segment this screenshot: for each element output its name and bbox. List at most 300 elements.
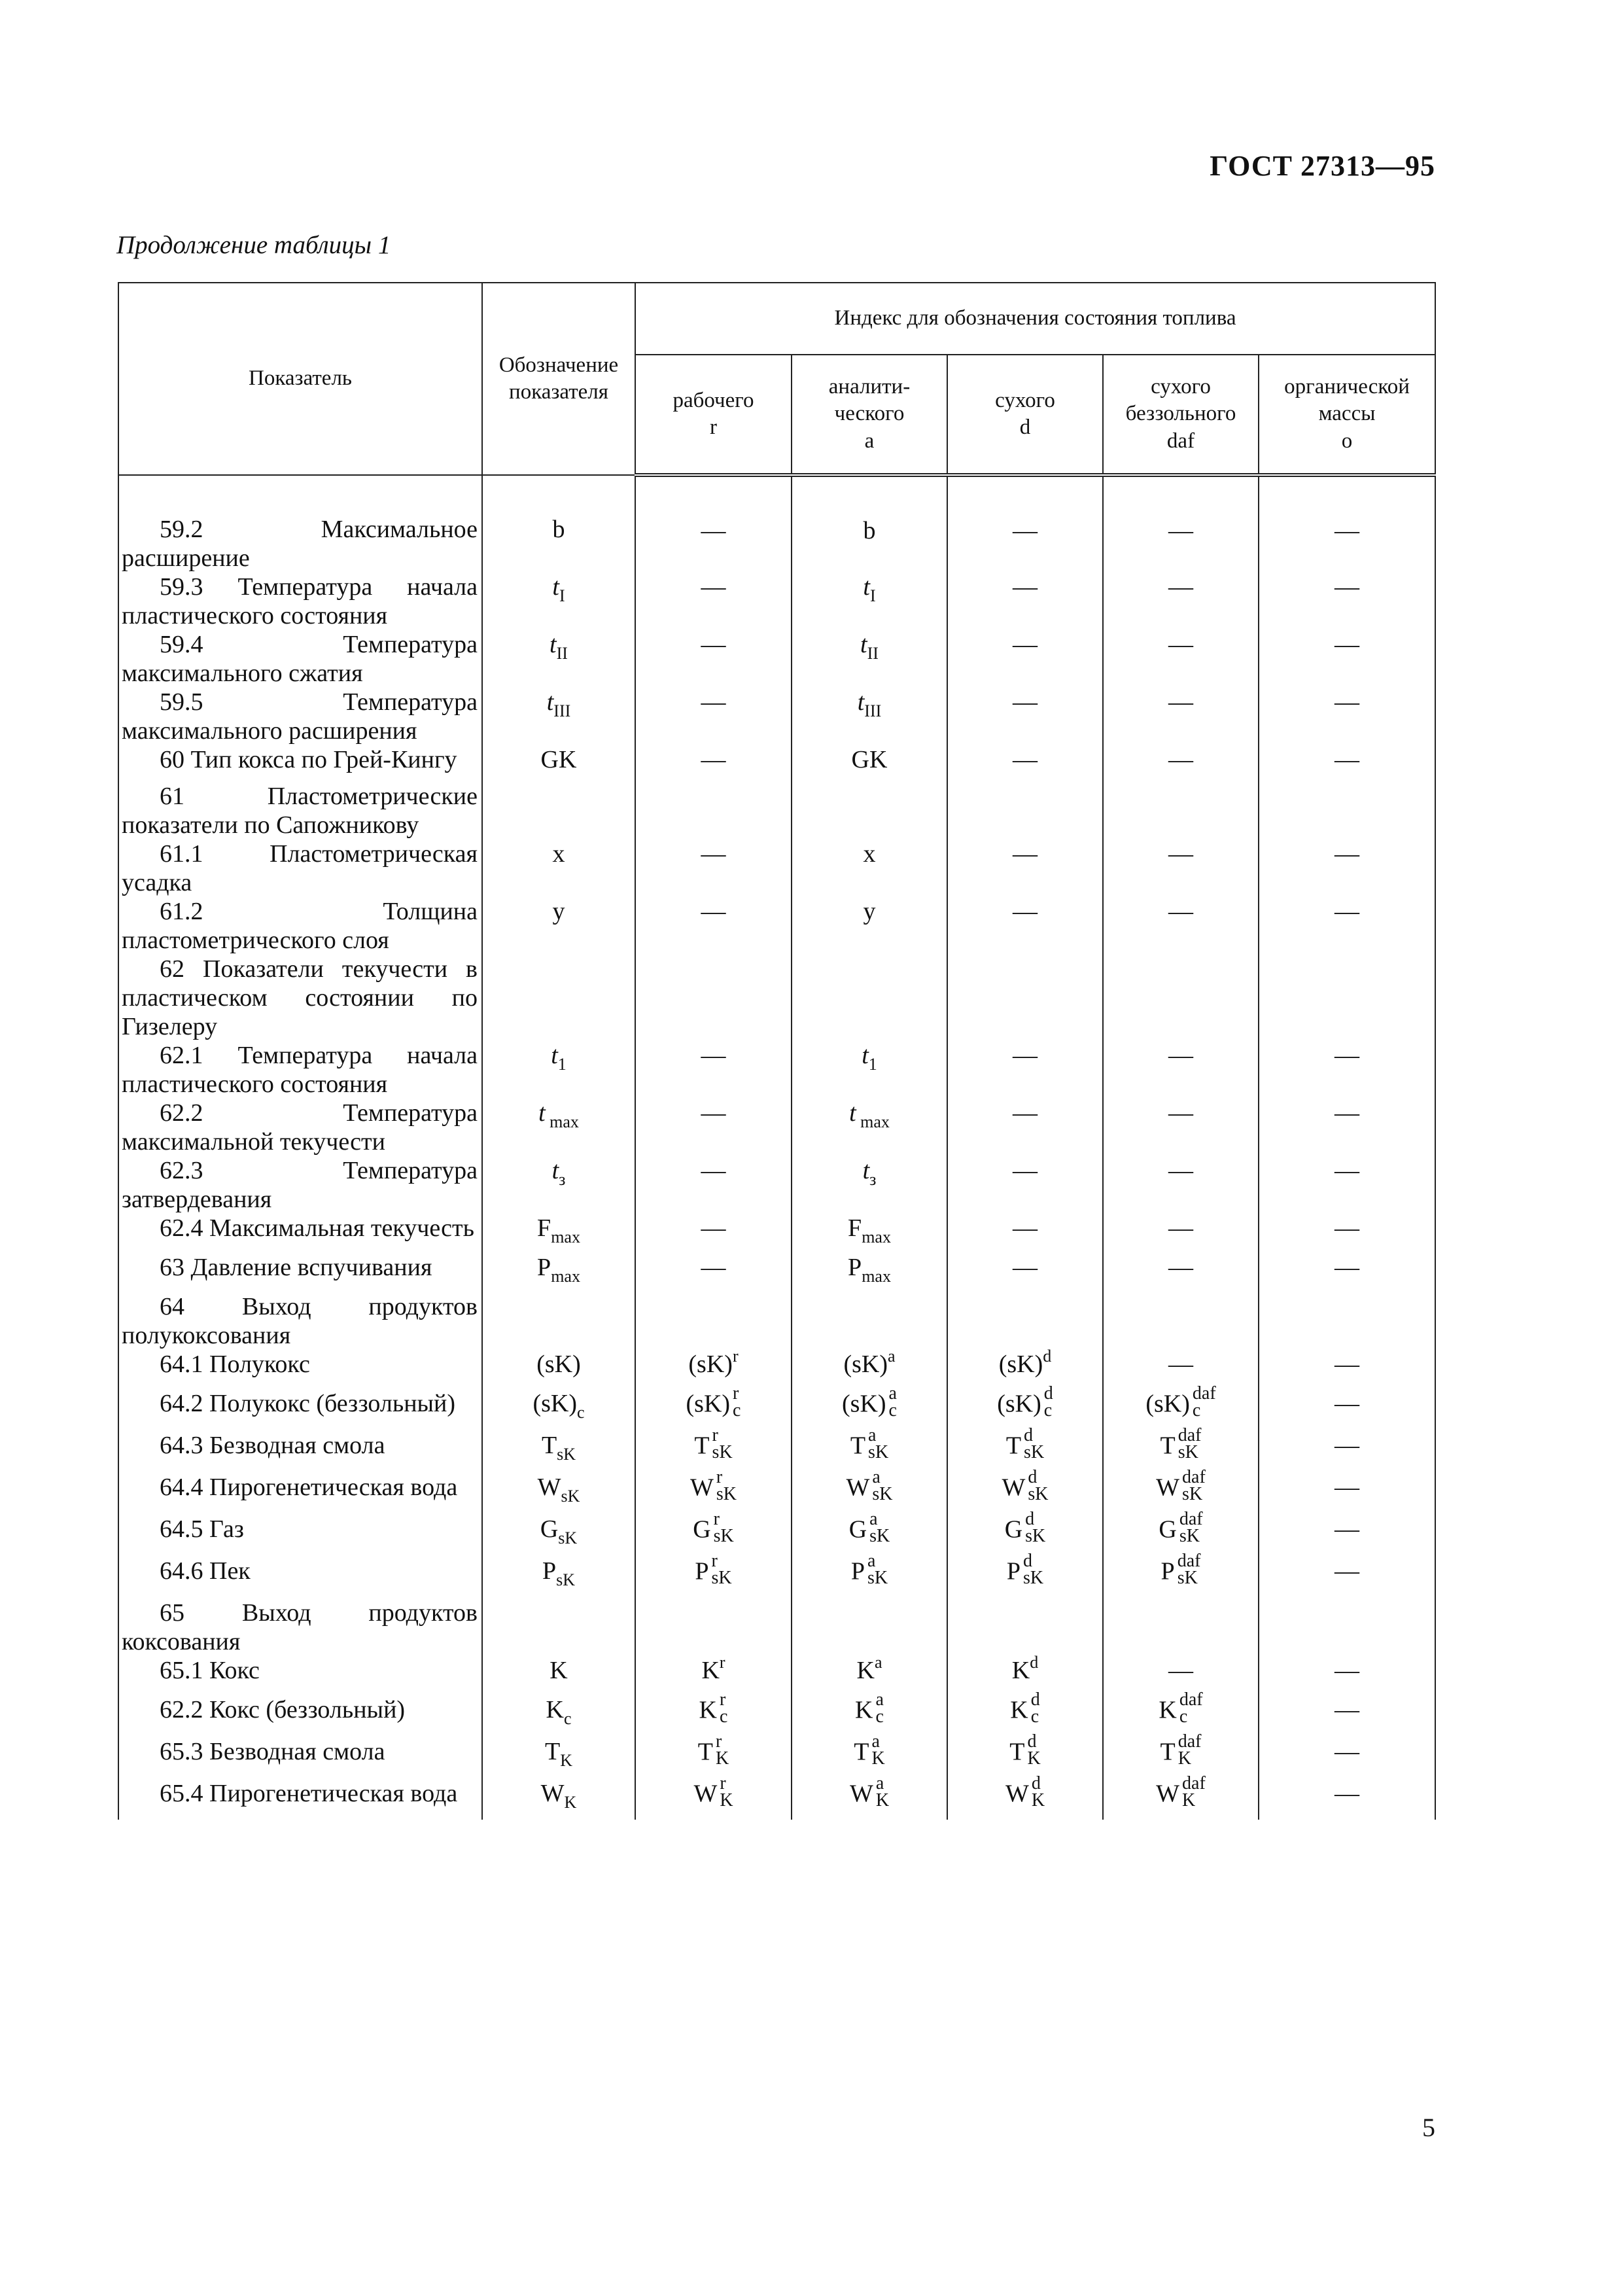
- symbol-base: —: [701, 840, 726, 868]
- symbol-base: W: [846, 1474, 870, 1502]
- document-code: ГОСТ 27313—95: [1210, 150, 1435, 182]
- index-cell: [947, 745, 1103, 782]
- symbol-superscript: r: [712, 1425, 718, 1445]
- symbol-subscript: c: [1043, 1400, 1053, 1421]
- symbol-base: P: [850, 1557, 865, 1585]
- symbol-index-stack: [872, 1469, 892, 1503]
- index-cell: [1103, 475, 1259, 573]
- symbol-base: —: [1335, 1432, 1360, 1459]
- symbol-index-stack: [1182, 1469, 1206, 1503]
- index-cell: [1103, 1214, 1259, 1253]
- symbol-subscript: K: [560, 1751, 572, 1770]
- symbol-superscript: d: [1027, 1731, 1037, 1752]
- row-label: 64.4 Пирогенетическая вода: [118, 1473, 482, 1515]
- symbol-index-stack: [1182, 1775, 1206, 1809]
- index-cell: [1259, 688, 1435, 745]
- symbol-base: —: [1335, 1390, 1360, 1417]
- symbol-cell: [482, 630, 635, 688]
- symbol-base: W: [693, 1780, 718, 1808]
- symbol-subscript: sK: [716, 1484, 737, 1504]
- symbol-subscript: sK: [1024, 1442, 1045, 1462]
- symbol-base: —: [1013, 573, 1038, 601]
- index-cell: [1103, 573, 1259, 630]
- symbol-base: —: [1335, 1474, 1360, 1501]
- symbol-base: —: [1168, 898, 1193, 925]
- table-row: [118, 782, 1435, 839]
- symbol-base: P: [1006, 1557, 1021, 1585]
- symbol-base: (sK): [998, 1351, 1043, 1378]
- table-row: [118, 1350, 1435, 1389]
- state-name: сухого беззольного: [1125, 375, 1236, 426]
- symbol-cell: [482, 782, 635, 839]
- index-cell: [1103, 1425, 1259, 1473]
- table-row: [118, 1695, 1435, 1737]
- index-cell: [947, 955, 1103, 1041]
- symbol-base: (sK): [536, 1351, 581, 1378]
- symbol-base: t: [538, 1099, 546, 1127]
- symbol-base: K: [550, 1657, 568, 1684]
- index-cell: [1259, 1041, 1435, 1099]
- table-row: [118, 1041, 1435, 1099]
- symbol-superscript: daf: [1177, 1551, 1201, 1571]
- symbol-base: K: [1010, 1696, 1028, 1724]
- symbol-base: —: [1168, 573, 1193, 601]
- symbol-cell: [482, 1431, 635, 1473]
- row-label: 63 Давление вспучивания: [118, 1253, 482, 1292]
- symbol-index-stack: [1178, 1733, 1202, 1767]
- symbol-cell: [482, 1737, 635, 1779]
- symbol-subscript: I: [869, 586, 876, 605]
- symbol-index-stack: [1028, 1469, 1048, 1503]
- table-row: [118, 897, 1435, 955]
- index-cell: [1259, 1515, 1435, 1557]
- symbol-subscript: K: [1031, 1790, 1045, 1810]
- index-cell: [947, 1653, 1103, 1695]
- row-label: 61.2 Толщина пластометрического слоя: [118, 897, 482, 955]
- symbol-superscript: daf: [1178, 1425, 1202, 1445]
- symbol-superscript: a: [868, 1425, 877, 1445]
- symbol-base: x: [552, 840, 565, 868]
- index-cell: [635, 1214, 792, 1253]
- symbol-cell: [482, 475, 635, 573]
- index-cell: [635, 475, 792, 573]
- symbol-index-stack: [716, 1733, 729, 1767]
- row-label: 62.1 Температура начала пластического состояния: [118, 1041, 482, 1099]
- index-cell: [1103, 1156, 1259, 1214]
- index-cell: [1103, 1731, 1259, 1779]
- symbol-index-stack: [1179, 1691, 1203, 1725]
- symbol-cell: [482, 1214, 635, 1253]
- index-cell: [635, 1425, 792, 1473]
- symbol-base: W: [690, 1474, 714, 1502]
- symbol-cell: [482, 1779, 635, 1820]
- index-cell: [1103, 897, 1259, 955]
- index-cell: [635, 897, 792, 955]
- index-cell: [635, 1598, 792, 1656]
- symbol-base: —: [1013, 1214, 1038, 1242]
- index-cell: [1103, 1253, 1259, 1292]
- index-cell: [1259, 955, 1435, 1041]
- symbol-index-stack: [876, 1775, 889, 1809]
- symbol-superscript: a: [875, 1689, 884, 1710]
- index-cell: [947, 839, 1103, 897]
- index-cell: [635, 782, 792, 839]
- symbol-base: G: [540, 1515, 559, 1543]
- symbol-base: —: [1013, 898, 1038, 925]
- symbol-superscript: daf: [1182, 1467, 1206, 1487]
- index-cell: [947, 1347, 1103, 1389]
- header-state-o: [1259, 355, 1435, 475]
- symbol-base: —: [1335, 1780, 1360, 1807]
- symbol-cell: [482, 1557, 635, 1598]
- symbol-base: GK: [540, 746, 577, 773]
- symbol-index-stack: [1193, 1385, 1216, 1419]
- symbol-base: x: [863, 840, 876, 868]
- symbol-subscript: max: [862, 1267, 891, 1286]
- symbol-base: T: [1009, 1738, 1025, 1766]
- row-label: 65.3 Безводная смола: [118, 1737, 482, 1779]
- symbol-base: b: [863, 517, 876, 544]
- index-cell: [1259, 782, 1435, 839]
- symbol-base: —: [1335, 1738, 1360, 1765]
- symbol-superscript: daf: [1182, 1773, 1206, 1793]
- symbol-base: —: [1335, 688, 1360, 716]
- table-row: [118, 839, 1435, 897]
- state-code: o: [1341, 429, 1353, 453]
- symbol-base: —: [701, 573, 726, 601]
- symbol-index-stack: [712, 1427, 733, 1461]
- symbol-cell: [482, 839, 635, 897]
- index-cell: [1103, 745, 1259, 782]
- symbol-cell: [482, 1515, 635, 1557]
- index-cell: [635, 1099, 792, 1156]
- index-cell: [947, 688, 1103, 745]
- index-cell: [1259, 839, 1435, 897]
- index-cell: [792, 1598, 947, 1656]
- symbol-base: —: [1168, 1157, 1193, 1184]
- symbol-index-stack: [869, 1511, 890, 1545]
- symbol-superscript: r: [715, 1731, 722, 1752]
- index-cell: [947, 1425, 1103, 1473]
- symbol-subscript: sK: [557, 1445, 576, 1464]
- symbol-index-stack: [1024, 1427, 1044, 1461]
- index-cell: [792, 1731, 947, 1779]
- row-label: 60 Тип кокса по Грей-Кингу: [118, 745, 482, 782]
- symbol-superscript: d: [1030, 1689, 1040, 1710]
- symbol-superscript: r: [719, 1653, 725, 1672]
- index-cell: [1259, 1253, 1435, 1292]
- symbol-base: —: [1335, 1657, 1360, 1684]
- state-code: r: [710, 415, 717, 439]
- row-label: 62 Показатели текучести в пластическом состоянии по Гизелеру: [118, 955, 482, 1041]
- symbol-base: —: [1013, 840, 1038, 868]
- symbol-base: —: [701, 517, 726, 544]
- table-row: [118, 1598, 1435, 1656]
- index-cell: [635, 955, 792, 1041]
- symbol-base: (sK): [686, 1390, 731, 1418]
- index-cell: [1259, 1695, 1435, 1737]
- symbol-subscript: K: [1027, 1748, 1041, 1769]
- index-cell: [1103, 1292, 1259, 1350]
- symbol-base: —: [1335, 840, 1360, 868]
- symbol-superscript: a: [869, 1509, 878, 1529]
- symbol-subscript: c: [563, 1709, 572, 1728]
- symbol-base: —: [1168, 688, 1193, 716]
- symbol-base: (sK): [688, 1351, 733, 1378]
- symbol-base: K: [701, 1657, 720, 1684]
- symbol-base: t: [860, 631, 867, 658]
- index-cell: [1103, 1598, 1259, 1656]
- symbol-subscript: K: [1178, 1748, 1191, 1769]
- index-cell: [947, 1551, 1103, 1598]
- symbol-base: T: [697, 1738, 713, 1766]
- symbol-cell: [482, 1473, 635, 1515]
- symbol-base: —: [1335, 631, 1360, 658]
- index-cell: [1103, 1099, 1259, 1156]
- index-cell: [635, 1156, 792, 1214]
- symbol-index-stack: [1025, 1511, 1045, 1545]
- symbol-index-stack: [1044, 1385, 1053, 1419]
- index-cell: [792, 1253, 947, 1292]
- symbol-base: —: [1168, 517, 1193, 544]
- symbol-subscript: sK: [712, 1442, 733, 1462]
- index-cell: [635, 1551, 792, 1598]
- symbol-base: (sK): [843, 1351, 888, 1378]
- row-label: 59.3 Температура начала пластического состояния: [118, 573, 482, 630]
- symbol-base: —: [1168, 1214, 1193, 1242]
- symbol-superscript: daf: [1192, 1383, 1216, 1404]
- index-cell: [792, 745, 947, 782]
- index-cell: [947, 1253, 1103, 1292]
- symbol-base: —: [701, 1157, 726, 1184]
- symbol-superscript: a: [888, 1383, 897, 1404]
- table-row: [118, 1156, 1435, 1214]
- symbol-base: T: [1160, 1432, 1176, 1460]
- index-cell: [1103, 955, 1259, 1041]
- symbol-superscript: r: [716, 1467, 723, 1487]
- index-cell: [947, 782, 1103, 839]
- symbol-subscript: sK: [1178, 1442, 1198, 1462]
- index-cell: [635, 745, 792, 782]
- index-cell: [635, 1292, 792, 1350]
- symbol-cell: [482, 897, 635, 955]
- index-cell: [1259, 1598, 1435, 1656]
- symbol-superscript: a: [888, 1347, 896, 1366]
- symbol-base: —: [1335, 1157, 1360, 1184]
- row-label: 59.4 Температура максимального сжатия: [118, 630, 482, 688]
- index-cell: [792, 1292, 947, 1350]
- symbol-subscript: sK: [1182, 1484, 1203, 1504]
- symbol-base: y: [552, 898, 565, 925]
- symbol-base: t: [863, 573, 870, 601]
- symbol-base: —: [1168, 1657, 1193, 1684]
- symbol-subscript: sK: [713, 1526, 734, 1546]
- symbol-base: t: [551, 1042, 558, 1069]
- symbol-superscript: r: [720, 1773, 726, 1793]
- symbol-base: T: [854, 1738, 869, 1766]
- index-cell: [1103, 630, 1259, 688]
- symbol-base: W: [1002, 1474, 1026, 1502]
- index-cell: [792, 1425, 947, 1473]
- symbol-index-stack: [868, 1427, 888, 1461]
- symbol-base: K: [546, 1696, 564, 1723]
- index-cell: [1103, 688, 1259, 745]
- symbol-base: —: [1335, 1254, 1360, 1281]
- symbol-subscript: max: [545, 1112, 579, 1131]
- symbol-subscript: III: [864, 701, 882, 720]
- header-index-group: Индекс для обозначения состояния топлива: [635, 283, 1435, 355]
- symbol-subscript: sK: [561, 1487, 580, 1506]
- symbol-index-stack: [871, 1733, 884, 1767]
- symbol-base: —: [1335, 746, 1360, 773]
- symbol-subscript: sK: [869, 1526, 890, 1546]
- index-cell: [1259, 1737, 1435, 1779]
- symbol-base: —: [1013, 517, 1038, 544]
- symbol-cell: [482, 688, 635, 745]
- index-cell: [792, 897, 947, 955]
- header-state-d: [947, 355, 1103, 475]
- symbol-superscript: r: [733, 1383, 739, 1404]
- symbol-subscript: max: [862, 1227, 891, 1246]
- symbol-base: —: [701, 631, 726, 658]
- row-label: 59.5 Температура максимального расширения: [118, 688, 482, 745]
- symbol-superscript: r: [732, 1347, 739, 1366]
- index-cell: [792, 475, 947, 573]
- index-cell: [635, 1689, 792, 1737]
- row-label: 64 Выход продуктов полукоксования: [118, 1292, 482, 1350]
- symbol-base: (sK): [1145, 1390, 1190, 1418]
- symbol-subscript: I: [559, 586, 565, 605]
- index-cell: [947, 1731, 1103, 1779]
- index-cell: [1103, 1041, 1259, 1099]
- page-number: 5: [1422, 2113, 1435, 2142]
- symbol-subscript: c: [1192, 1400, 1201, 1421]
- symbol-cell: [482, 1695, 635, 1737]
- symbol-index-stack: [1178, 1553, 1201, 1587]
- table-row: [118, 1099, 1435, 1156]
- index-cell: [792, 1041, 947, 1099]
- table-row: [118, 745, 1435, 782]
- symbol-base: P: [542, 1557, 557, 1585]
- symbol-base: —: [1013, 631, 1038, 658]
- table-row: [118, 1557, 1435, 1598]
- symbol-index-stack: [714, 1511, 734, 1545]
- symbol-subscript: K: [875, 1790, 890, 1810]
- index-cell: [1259, 1389, 1435, 1431]
- index-cell: [1259, 1156, 1435, 1214]
- symbol-base: P: [537, 1254, 551, 1281]
- index-cell: [947, 897, 1103, 955]
- symbol-index-stack: [720, 1691, 727, 1725]
- symbol-base: —: [1335, 1099, 1360, 1127]
- symbol-cell: [482, 1598, 635, 1656]
- symbol-index-stack: [1032, 1775, 1045, 1809]
- row-label: 64.5 Газ: [118, 1515, 482, 1557]
- row-label: 61 Пластометрические показатели по Сапожникову: [118, 782, 482, 839]
- index-cell: [1259, 1779, 1435, 1820]
- symbol-base: —: [701, 1099, 726, 1127]
- symbol-superscript: daf: [1179, 1509, 1203, 1529]
- symbol-cell: [482, 1656, 635, 1695]
- row-label: 65.1 Кокс: [118, 1656, 482, 1695]
- state-code: a: [864, 429, 875, 453]
- symbol-cell: [482, 955, 635, 1041]
- symbol-superscript: d: [1043, 1347, 1052, 1366]
- symbol-base: T: [1005, 1432, 1022, 1460]
- symbol-subscript: sK: [711, 1568, 732, 1588]
- symbol-base: W: [849, 1780, 873, 1808]
- symbol-index-stack: [1023, 1553, 1043, 1587]
- table-row: [118, 630, 1435, 688]
- index-cell: [947, 475, 1103, 573]
- table-row: [118, 1431, 1435, 1473]
- symbol-base: T: [850, 1432, 866, 1460]
- symbol-superscript: d: [1031, 1773, 1041, 1793]
- symbol-subscript: sK: [1028, 1484, 1049, 1504]
- index-cell: [792, 955, 947, 1041]
- symbol-subscript: sK: [558, 1528, 578, 1547]
- symbol-subscript: K: [564, 1793, 577, 1812]
- symbol-base: P: [848, 1254, 862, 1281]
- header-symbol: Обозначение показателя: [482, 283, 635, 475]
- header-indicator: Показатель: [118, 283, 482, 475]
- symbol-subscript: K: [720, 1790, 733, 1810]
- symbol-subscript: K: [871, 1748, 885, 1769]
- symbol-base: (sK): [997, 1390, 1041, 1418]
- symbol-base: T: [541, 1432, 557, 1459]
- symbol-subscript: III: [553, 701, 571, 720]
- header-state-daf: [1103, 355, 1259, 475]
- symbol-subscript: з: [869, 1170, 877, 1189]
- state-code: daf: [1166, 429, 1195, 453]
- symbol-subscript: sK: [1179, 1526, 1200, 1546]
- index-cell: [1259, 475, 1435, 573]
- symbol-base: —: [1335, 1214, 1360, 1242]
- symbol-base: —: [1013, 1157, 1038, 1184]
- index-cell: [947, 1099, 1103, 1156]
- symbol-superscript: a: [871, 1731, 880, 1752]
- symbol-base: —: [1013, 688, 1038, 716]
- index-cell: [792, 573, 947, 630]
- symbol-base: —: [1013, 1099, 1038, 1127]
- symbol-base: —: [1335, 1515, 1360, 1543]
- row-label: 61.1 Пластометрическая усадка: [118, 839, 482, 897]
- symbol-base: —: [1168, 1042, 1193, 1069]
- table-row: [118, 688, 1435, 745]
- index-cell: [1259, 1099, 1435, 1156]
- symbol-base: G: [1004, 1515, 1023, 1544]
- index-cell: [792, 1551, 947, 1598]
- index-cell: [792, 1214, 947, 1253]
- index-cell: [792, 1653, 947, 1695]
- index-cell: [947, 1598, 1103, 1656]
- index-cell: [1259, 745, 1435, 782]
- index-cell: [635, 1253, 792, 1292]
- symbol-base: t: [857, 688, 865, 716]
- symbol-base: K: [855, 1696, 873, 1724]
- symbol-subscript: 1: [557, 1055, 567, 1074]
- symbol-superscript: a: [875, 1773, 884, 1793]
- index-cell: [947, 1214, 1103, 1253]
- symbol-base: T: [545, 1738, 561, 1765]
- symbol-base: —: [701, 1254, 726, 1281]
- state-code: d: [1019, 415, 1031, 439]
- index-cell: [792, 688, 947, 745]
- symbol-subscript: c: [1179, 1706, 1188, 1727]
- symbol-base: —: [1335, 517, 1360, 544]
- index-cell: [1259, 1656, 1435, 1695]
- state-name: рабочего: [672, 388, 754, 412]
